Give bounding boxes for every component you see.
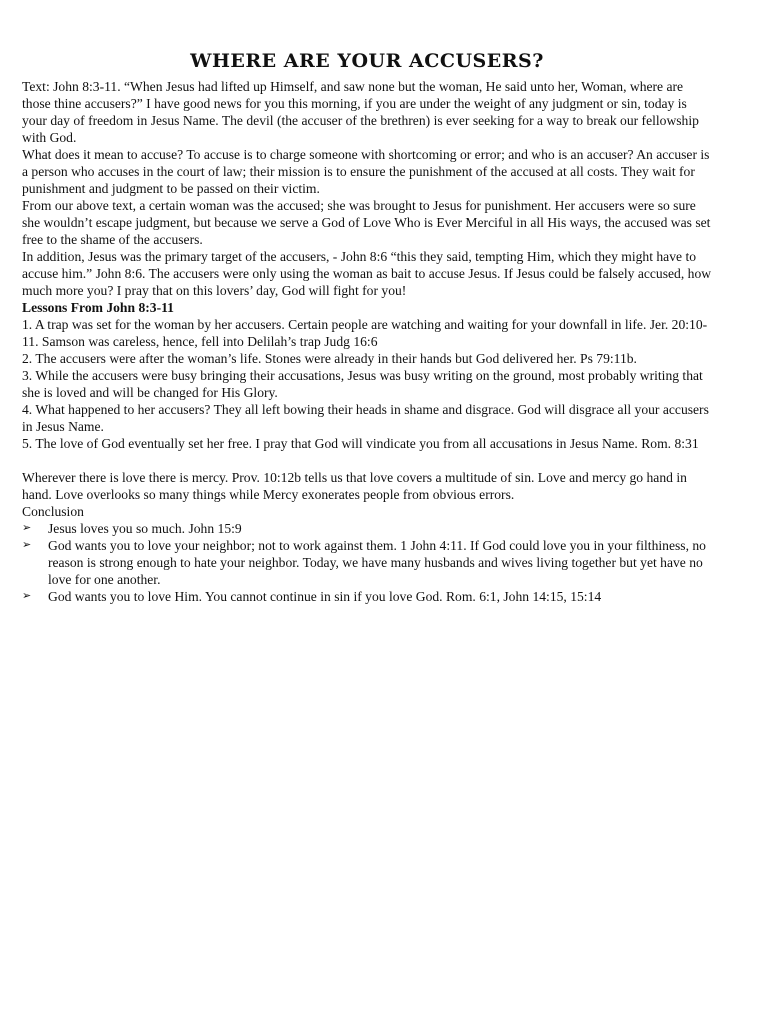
conclusion-bullet [22, 537, 712, 588]
arrow-bullet-icon: ➢ [22, 539, 32, 551]
lesson-item-1: 1. A trap was set for the woman by her accusers. Certain people are watching and waiting for your downfall in life. Jer. 20:10-11. Samson was careless, hence, fell into Delilah’s trap Judg 16:6 [22, 317, 708, 349]
paragraph-spacer [22, 452, 712, 469]
intro-paragraph-definition: What does it mean to accuse? To accuse is to charge someone with shortcoming or error; and who is an accuser? An accuser is a person who accuses in the court of law; their mission is to ensure the punishment of the accused at all costs. They wait for punishment and judgment to be passed on their victim. [22, 147, 710, 196]
conclusion-bullet [22, 588, 712, 605]
conclusion-bullet [22, 520, 712, 537]
arrow-bullet-icon: ➢ [22, 522, 32, 534]
conclusion-bullet-text: God wants you to love Him. You cannot continue in sin if you love God. Rom. 6:1, John 14:15, 15:14 [48, 589, 602, 604]
mercy-paragraph: Wherever there is love there is mercy. Prov. 10:12b tells us that love covers a multitude of sin. Love and mercy go hand in hand. Love overlooks so many things while Mercy exonerates people from obvious errors. [22, 470, 687, 502]
lesson-item-4: 4. What happened to her accusers? They all left bowing their heads in shame and disgrace. God will disgrace all your accusers in Jesus Name. [22, 402, 709, 434]
lesson-item-2: 2. The accusers were after the woman’s life. Stones were already in their hands but God delivered her. Ps 79:11b. [22, 351, 637, 366]
intro-paragraph-text: Text: John 8:3-11. “When Jesus had lifted up Himself, and saw none but the woman, He said unto her, Woman, where are those thine accusers?” I have good news for you this morning, if you are under the weight of any judgment or sin, today is your day of freedom in Jesus Name. The devil (the accuser of the brethren) is ever seeking for a way to break our fellowship with God. [22, 79, 699, 145]
page-title: WHERE ARE YOUR ACCUSERS? [190, 50, 544, 72]
lessons-heading: Lessons From John 8:3-11 [22, 300, 174, 315]
lesson-item-5: 5. The love of God eventually set her free. I pray that God will vindicate you from all accusations in Jesus Name. Rom. 8:31 [22, 436, 699, 451]
intro-paragraph-woman: From our above text, a certain woman was the accused; she was brought to Jesus for punishment. Her accusers were so sure she wouldn’t escape judgment, but because we serve a God of Love Who is Ever Merciful in all His ways, the accused was set free to the shame of the accusers. [22, 198, 711, 247]
lesson-item-3: 3. While the accusers were busy bringing their accusations, Jesus was busy writing on the ground, most probably writing that she is loved and will be changed for His Glory. [22, 368, 703, 400]
conclusion-bullet-text: God wants you to love your neighbor; not to work against them. 1 John 4:11. If God could love you in your filthiness, no reason is strong enough to hate your neighbor. Today, we have many husbands and wives living together but yet have no love for one another. [48, 538, 706, 587]
arrow-bullet-icon: ➢ [22, 590, 32, 602]
document-page [22, 48, 712, 605]
conclusion-bullet-text: Jesus loves you so much. John 15:9 [48, 521, 242, 536]
conclusion-label: Conclusion [22, 504, 84, 519]
intro-paragraph-jesus-target: In addition, Jesus was the primary target of the accusers, - John 8:6 “this they said, tempting Him, which they might have to accuse him.” John 8:6. The accusers were only using the woman as bait to accuse Jesus. If Jesus could be falsely accused, how much more you? I pray that on this lovers’ day, God will fight for you! [22, 249, 712, 298]
